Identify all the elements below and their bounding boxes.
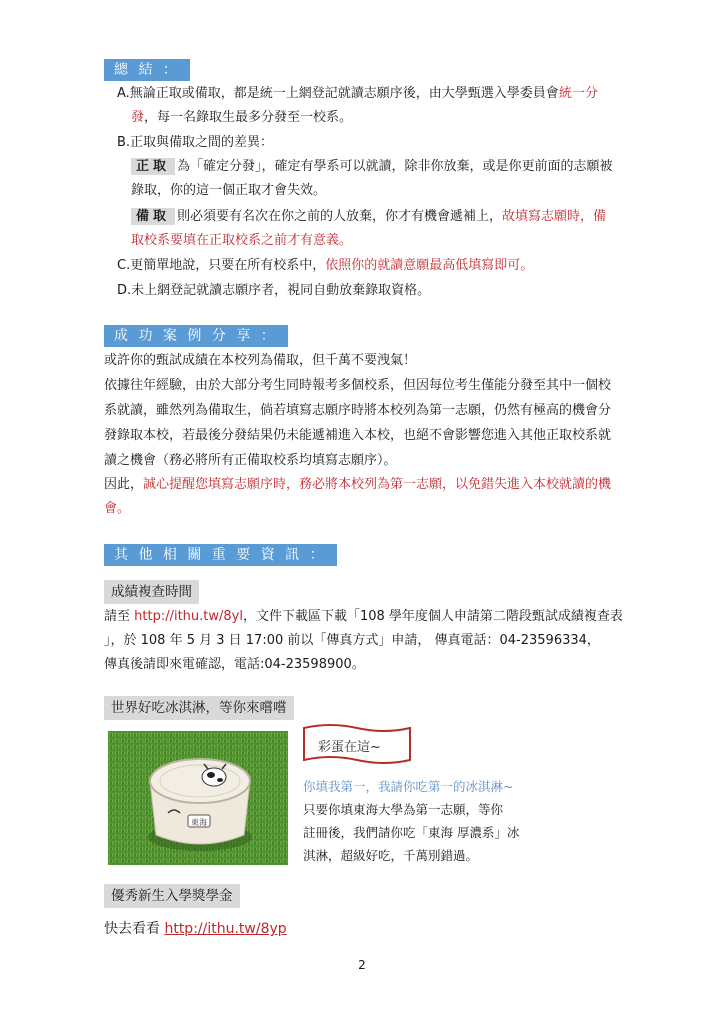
info-heading: 其 他 相 關 重 要 資 訊 ： [104,544,337,566]
icecream-slogan: 你填我第一，我請你吃第一的冰淇淋~ [303,779,514,794]
summary-item-a: A.無論正取或備取，都是統一上網登記就讀志願序後，由大學甄選入學委員會統一分 [117,86,598,101]
icecream-text-line: 註冊後，我們請你吃「東海 厚濃系」冰 [303,825,520,840]
scholarship-heading: 優秀新生入學獎學金 [104,884,240,908]
icecream-text-line: 只要你填東海大學為第一志願，等你 [303,802,504,817]
cases-paragraph-line: 或許你的甄試成績在本校列為備取，但千萬不要洩氣！ [104,353,417,368]
summary-item-d: D.未上網登記就讀志願序者，視同自動放棄錄取資格。 [117,283,431,298]
review-line: 」，於 108 年 5 月 3 日 17:00 前以「傳真方式」申請， 傳真電話：04-23596334， [104,633,600,648]
review-line: 傳真後請即來電確認，電話:04-23598900。 [104,657,365,672]
waitlist-tag: 備取 [131,208,175,225]
regular-admission-tag: 正取 [131,158,175,175]
review-line: 請至 http://ithu.tw/8yl，文件下載區下載「108 學年度個人申請第二階段甄試成績複查表 [104,609,623,624]
easter-egg-banner [302,722,412,770]
cases-paragraph-line: 依據往年經驗，由於大部分考生同時報考多個校系，但因每位考生僅能分發至其中一個校 [104,378,612,393]
page-number: 2 [358,958,366,972]
review-download-link[interactable]: http://ithu.tw/8yl [134,609,243,624]
easter-egg-text: 彩蛋在這~ [318,740,381,755]
summary-item-c: C.更簡單地說，只要在所有校系中，依照你的就讀意願最高低填寫即可。 [117,258,534,273]
scholarship-link[interactable]: http://ithu.tw/8yp [164,921,287,937]
icecream-heading: 世界好吃冰淇淋，等你來嚐嚐 [104,696,294,720]
cases-paragraph-line: 發錄取本校，若最後分發結果仍未能遞補進入本校，也絕不會影響您進入其他正取校系就 [104,428,612,443]
icecream-text-line: 淇淋，超級好吃，千萬別錯過。 [303,848,479,863]
cases-heading: 成 功 案 例 分 享 ： [104,325,288,347]
summary-item-b: B.正取與備取之間的差異： [117,135,274,150]
summary-heading: 總 結 ： [104,59,190,81]
summary-item-b-waitlist-cont: 取校系要填在正取校系之前才有意義。 [131,233,353,248]
summary-item-b-waitlist: 備取 則必須要有名次在你之前的人放棄，你才有機會遞補上，故填寫志願時，備 [131,208,606,226]
scholarship-line: 快去看看 http://ithu.tw/8yp [104,921,287,937]
icecream-photo [108,731,288,865]
summary-item-b-regular-cont: 錄取，你的這一個正取才會失效。 [131,183,327,198]
cases-reminder-line: 會。 [104,501,131,516]
summary-item-a-cont: 發，每一名錄取生最多分發至一校系。 [131,110,353,125]
summary-item-b-regular: 正取 為「確定分發」，確定有學系可以就讀，除非你放棄，或是你更前面的志願被 [131,158,613,176]
review-heading: 成績複查時間 [104,580,199,604]
svg-text:東海: 東海 [191,818,207,827]
cases-paragraph-line: 讀之機會（務必將所有正備取校系均填寫志願序）。 [104,453,397,468]
cases-reminder-line: 因此，誠心提醒您填寫志願序時，務必將本校列為第一志願，以免錯失進入本校就讀的機 [104,477,612,492]
cases-paragraph-line: 系就讀，雖然列為備取生，倘若填寫志願序時將本校列為第一志願，仍然有極高的機會分 [104,403,612,418]
